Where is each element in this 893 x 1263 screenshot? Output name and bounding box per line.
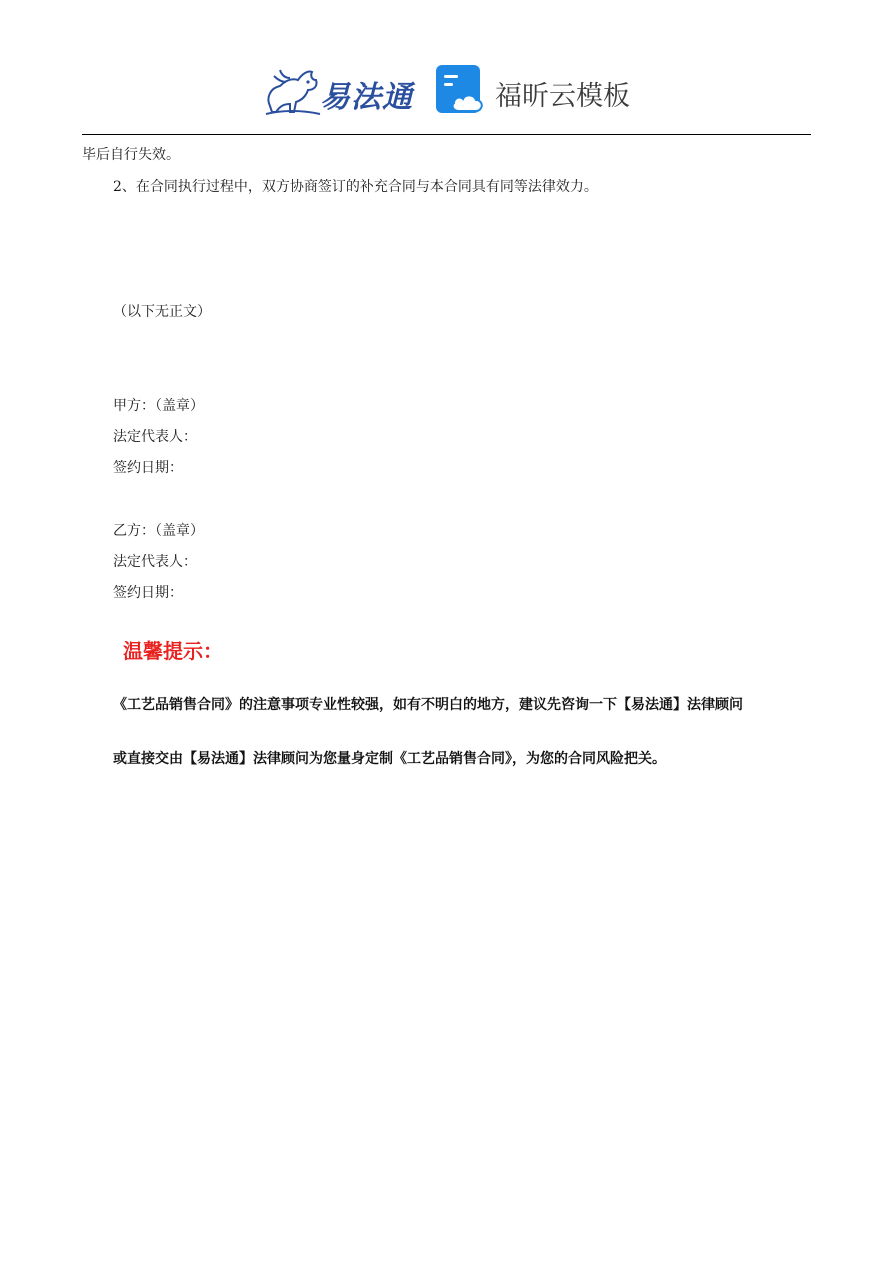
party-a-sign-date: 签约日期： — [113, 460, 183, 476]
tip-line-1: 《工艺品销售合同》的注意事项专业性较强，如有不明白的地方，建议先咨询一下【易法通】法律顾问 — [113, 697, 743, 713]
foxit-template-logo-text: 福昕云模板 — [495, 81, 630, 112]
foxit-template-logo — [435, 64, 645, 120]
cloud-document-icon — [435, 64, 487, 116]
party-a-label: 甲方：（盖章） — [113, 398, 204, 414]
party-a-representative: 法定代表人： — [113, 429, 197, 445]
tip-line-2: 或直接交由【易法通】法律顾问为您量身定制《工艺品销售合同》，为您的合同风险把关。 — [113, 751, 666, 767]
party-b-label: 乙方：（盖章） — [113, 523, 204, 539]
yifatong-logo — [262, 62, 422, 122]
continuation-text: 毕后自行失效。 — [82, 147, 180, 163]
header-divider — [82, 134, 811, 135]
yifatong-logo-text: 易法通 — [320, 80, 413, 115]
clause-2: 2、在合同执行过程中，双方协商签订的补充合同与本合同具有同等法律效力。 — [113, 179, 598, 195]
page-header — [0, 0, 893, 136]
party-b-representative: 法定代表人： — [113, 554, 197, 570]
horse-mascot-icon — [262, 62, 324, 118]
party-b-sign-date: 签约日期： — [113, 585, 183, 601]
end-of-text-note: （以下无正文） — [113, 304, 211, 320]
tip-title: 温馨提示： — [123, 639, 223, 663]
